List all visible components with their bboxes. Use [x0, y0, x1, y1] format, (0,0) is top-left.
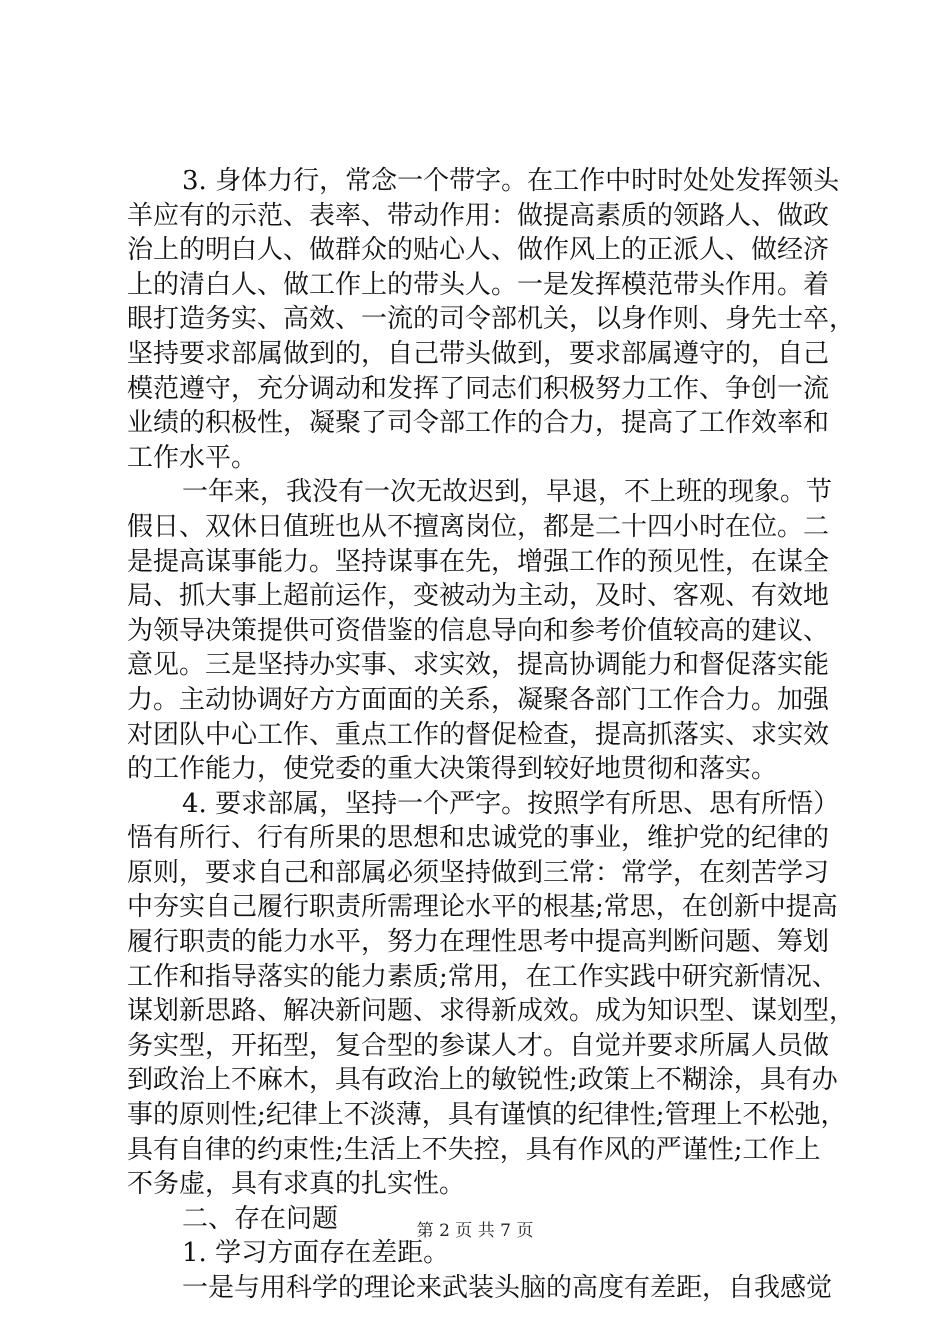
text-line: 力。主动协调好方方面面的关系，凝聚各部门工作合力。加强: [127, 684, 830, 715]
text-line: 1. 学习方面存在差距。: [182, 1238, 450, 1269]
text-line: 羊应有的示范、表率、带动作用：做提高素质的领路人、做政: [127, 200, 830, 231]
text-line: 为领导决策提供可资借鉴的信息导向和参考价值较高的建议、: [127, 615, 830, 646]
text-line: 模范遵守，充分调动和发挥了同志们积极努力工作、争创一流: [127, 373, 830, 404]
text-line: 工作和指导落实的能力素质;常用，在工作实践中研究新情况、: [127, 961, 838, 992]
text-line: 一是与用科学的理论来武装头脑的高度有差距，自我感觉: [182, 1273, 833, 1303]
text-line: 具有自律的约束性;生活上不失控，具有作风的严谨性;工作上: [127, 1134, 821, 1165]
text-line: 局、抓大事上超前运作，变被动为主动，及时、客观、有效地: [127, 581, 830, 612]
text-line: 谋划新思路、解决新问题、求得新成效。成为知识型、谋划型，: [127, 996, 856, 1027]
text-line: 悟有所行、行有所果的思想和忠诚党的事业，维护党的纪律的: [127, 823, 830, 854]
text-line: 工作水平。: [127, 442, 258, 473]
text-line: 对团队中心工作、重点工作的督促检查，提高抓落实、求实效: [127, 719, 830, 750]
text-line: 中夯实自己履行职责所需理论水平的根基;常思，在创新中提高: [127, 892, 838, 923]
text-line: 意见。三是坚持办实事、求实效，提高协调能力和督促落实能: [127, 650, 830, 681]
text-line: 坚持要求部属做到的，自己带头做到，要求部属遵守的，自己: [127, 338, 830, 369]
text-line: 3. 身体力行，常念一个带字。在工作中时时处处发挥领头: [182, 166, 840, 196]
text-line: 上的清白人、做工作上的带头人。一是发挥模范带头作用。着: [127, 269, 830, 300]
page-footer: 第 2 页 共 7 页: [416, 1221, 534, 1241]
text-line: 的工作能力，使党委的重大决策得到较好地贯彻和落实。: [127, 754, 778, 785]
text-line: 履行职责的能力水平，努力在理性思考中提高判断问题、筹划: [127, 927, 830, 958]
text-line: 事的原则性;纪律上不淡薄，具有谨慎的纪律性;管理上不松弛，: [127, 1100, 847, 1131]
text-line: 业绩的积极性，凝聚了司令部工作的合力，提高了工作效率和: [127, 408, 830, 439]
document-body: [127, 164, 856, 1306]
text-line: 治上的明白人、做群众的贴心人、做作风上的正派人、做经济: [127, 235, 830, 266]
text-line: 一年来，我没有一次无故迟到，早退，不上班的现象。节: [182, 477, 833, 508]
text-line: 4. 要求部属，坚持一个严字。按照学有所思、思有所悟）: [182, 788, 840, 819]
text-line: 不务虚，具有求真的扎实性。: [127, 1169, 466, 1200]
text-line: 务实型，开拓型，复合型的参谋人才。自觉并要求所属人员做: [127, 1030, 830, 1061]
text-line: 假日、双休日值班也从不擅离岗位，都是二十四小时在位。二: [127, 511, 830, 542]
text-line: 到政治上不麻木，具有政治上的敏锐性;政策上不糊涂，具有办: [127, 1065, 838, 1096]
text-line: 二、存在问题: [182, 1203, 339, 1234]
text-line: 眼打造务实、高效、一流的司令部机关，以身作则、身先士卒，: [127, 304, 856, 335]
text-line: 原则，要求自己和部属必须坚持做到三常：常学，在刻苦学习: [127, 857, 830, 888]
text-line: 是提高谋事能力。坚持谋事在先，增强工作的预见性，在谋全: [127, 546, 830, 577]
